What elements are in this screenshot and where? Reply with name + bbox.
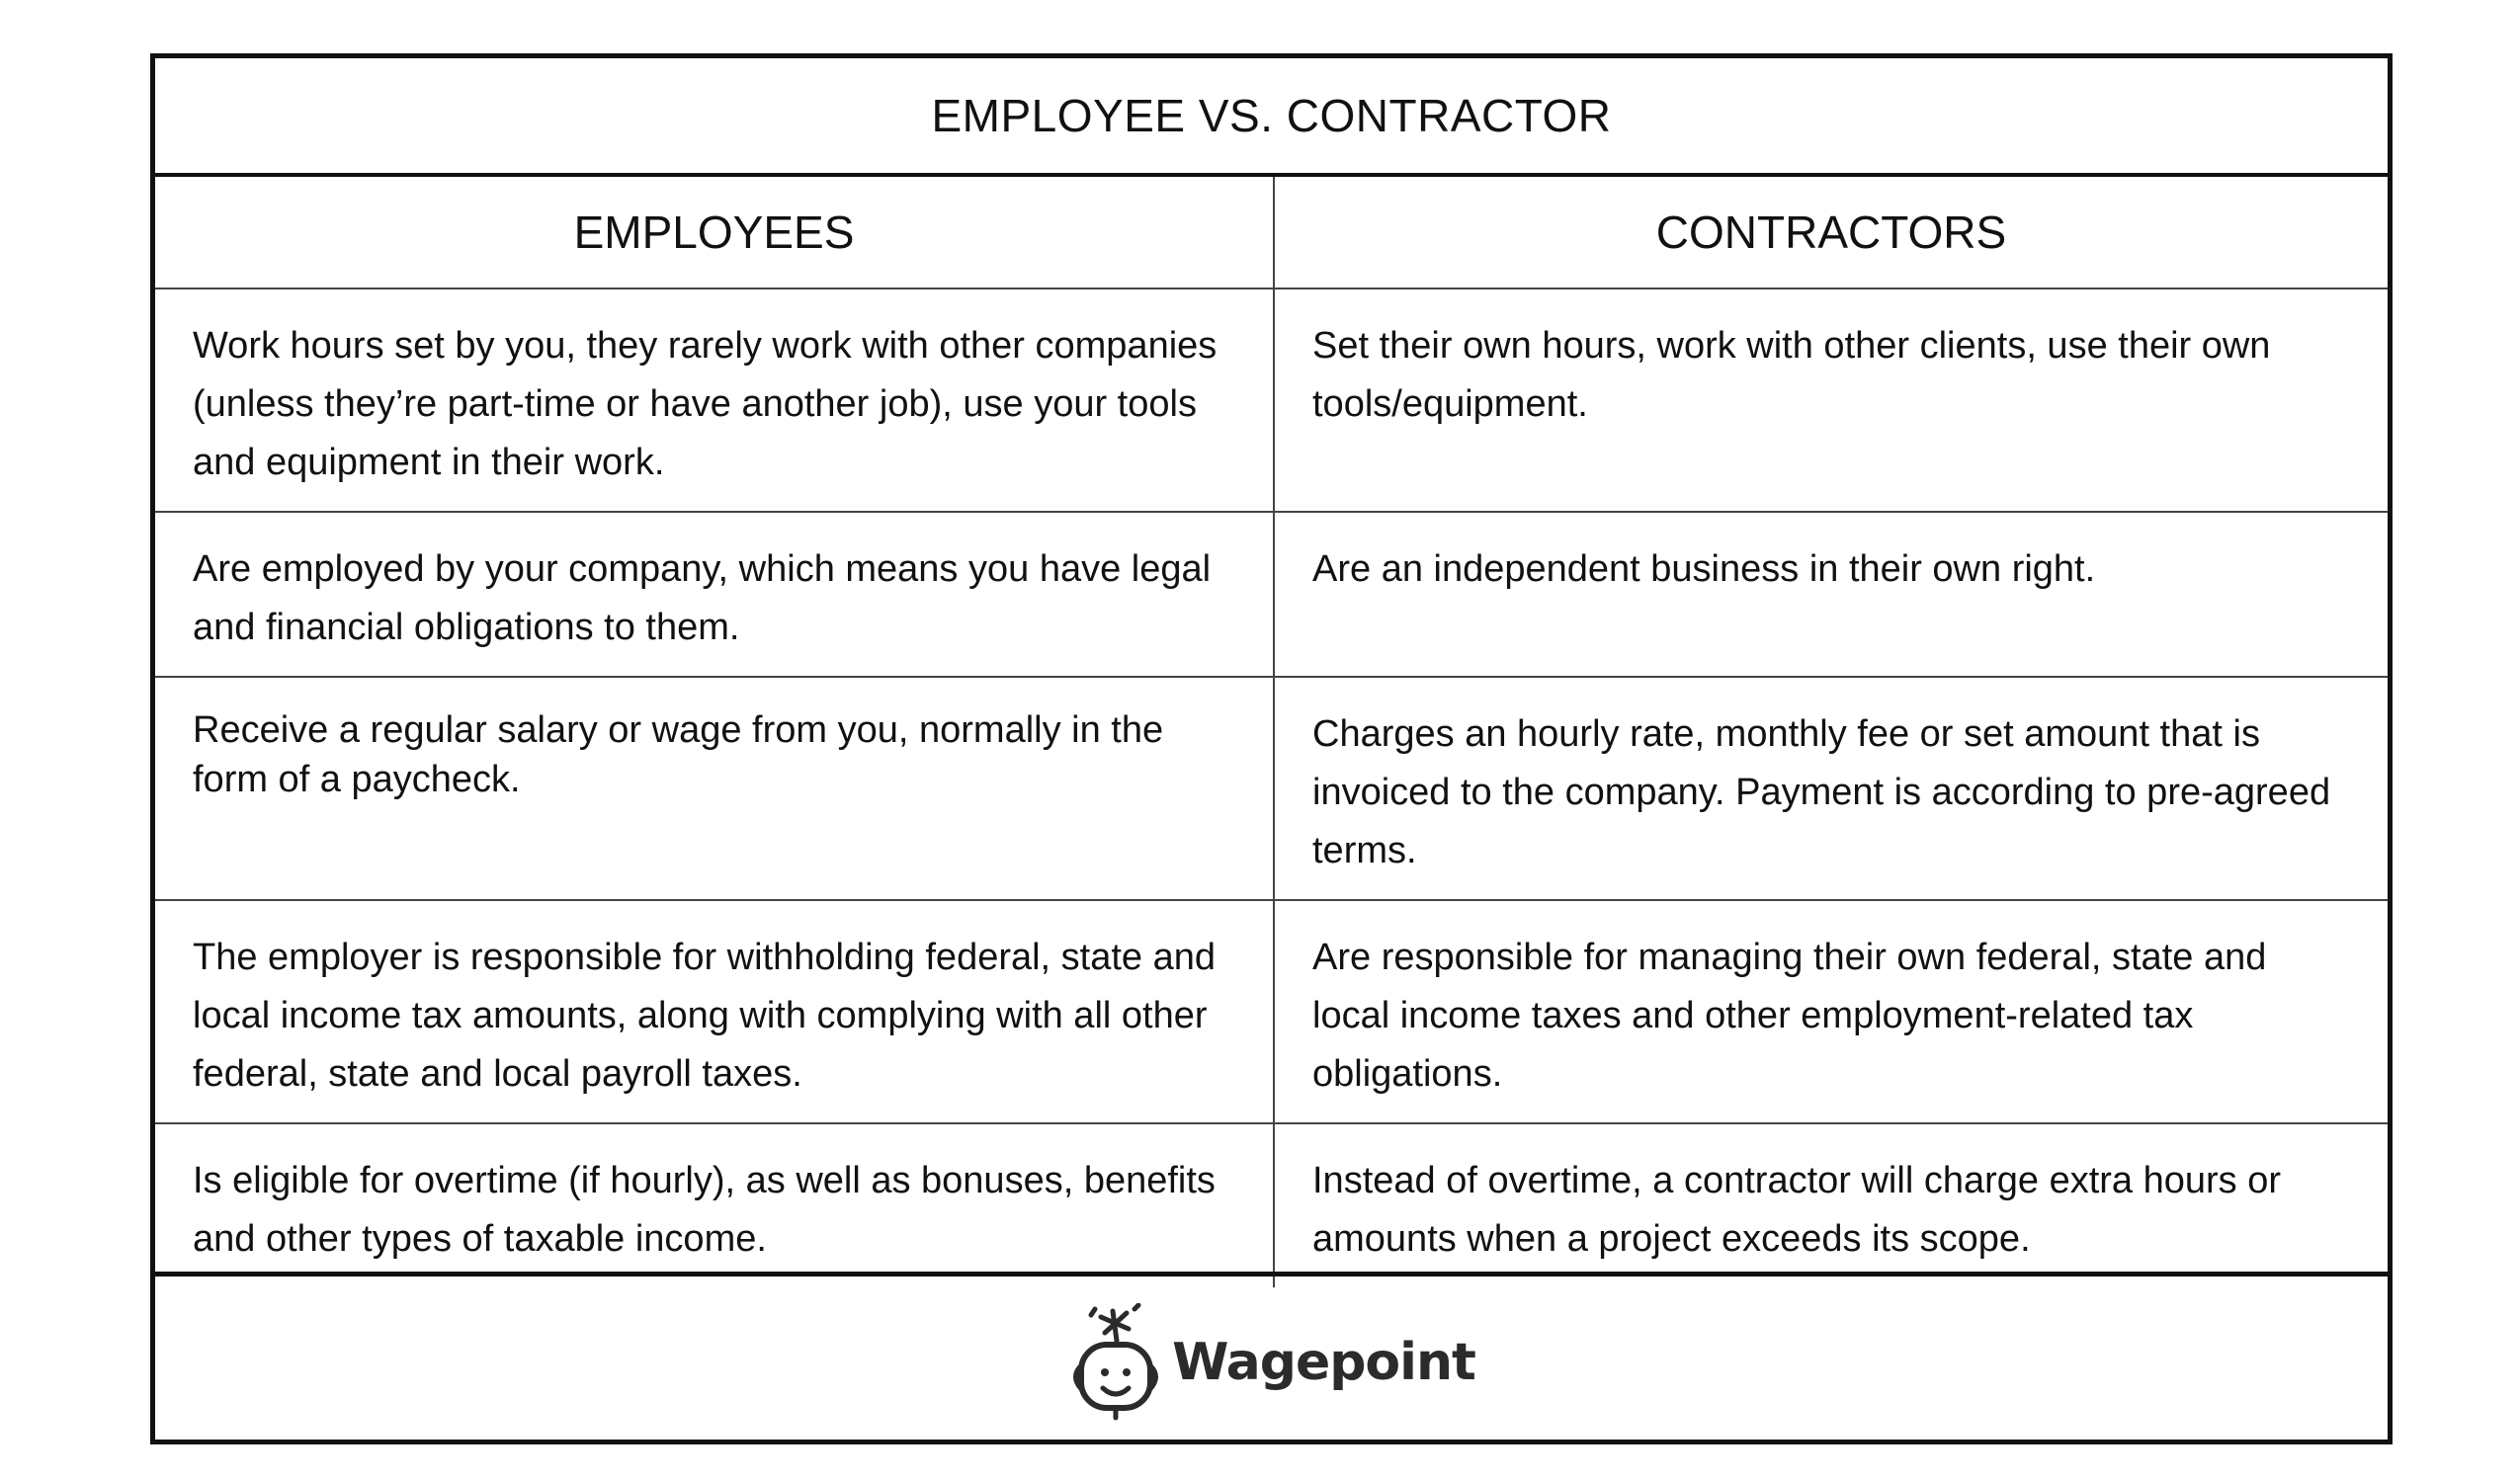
wagepoint-logo [1067, 1303, 1475, 1422]
cell-text: Charges an hourly rate, monthly fee or set amount that is invoiced to the company. Payment is according to pre-agreed terms. [1312, 713, 2331, 871]
cell-text: Set their own hours, work with other clients, use their own tools/equipment. [1312, 325, 2271, 425]
cell-text: Are an independent business in their own right. [1312, 548, 2096, 590]
cell-text: Are employed by your company, which means you have legal and financial obligations to them. [193, 548, 1212, 648]
cell-text: Instead of overtime, a contractor will charge extra hours or amounts when a project exceeds its scope. [1312, 1160, 2282, 1260]
table-title: EMPLOYEE VS. CONTRACTOR [155, 58, 2388, 177]
comparison-table [150, 53, 2393, 1444]
employee-cell [155, 289, 1275, 513]
employee-cell [155, 513, 1275, 678]
cell-text: Receive a regular salary or wage from you, normally in the form of a paycheck. [193, 709, 1164, 800]
cell-text: Work hours set by you, they rarely work with other companies (unless they’re part-time or have another job), use your tools and equipment in their work. [193, 325, 1218, 483]
contractor-cell [1275, 513, 2388, 678]
contractor-cell [1275, 289, 2388, 513]
employee-cell [155, 1124, 1275, 1287]
column-header-employees: EMPLOYEES [155, 177, 1275, 289]
employee-cell [155, 678, 1275, 901]
table-body [155, 177, 2388, 1287]
contractor-cell [1275, 1124, 2388, 1287]
column-header-contractors: CONTRACTORS [1275, 177, 2388, 289]
cell-text: Is eligible for overtime (if hourly), as well as bonuses, benefits and other types of taxable income. [193, 1160, 1216, 1260]
employee-cell [155, 901, 1275, 1124]
contractor-cell [1275, 901, 2388, 1124]
cell-text: The employer is responsible for withholding federal, state and local income tax amounts, along with complying with all other federal, state and local payroll taxes. [193, 937, 1217, 1095]
contractor-cell [1275, 678, 2388, 901]
cell-text: Are responsible for managing their own federal, state and local income taxes and other employment-related tax obligations. [1312, 937, 2267, 1095]
table-footer [155, 1272, 2388, 1440]
brand-wordmark: Wagepoint [1172, 1332, 1475, 1392]
wagepoint-face-icon [1067, 1303, 1166, 1422]
